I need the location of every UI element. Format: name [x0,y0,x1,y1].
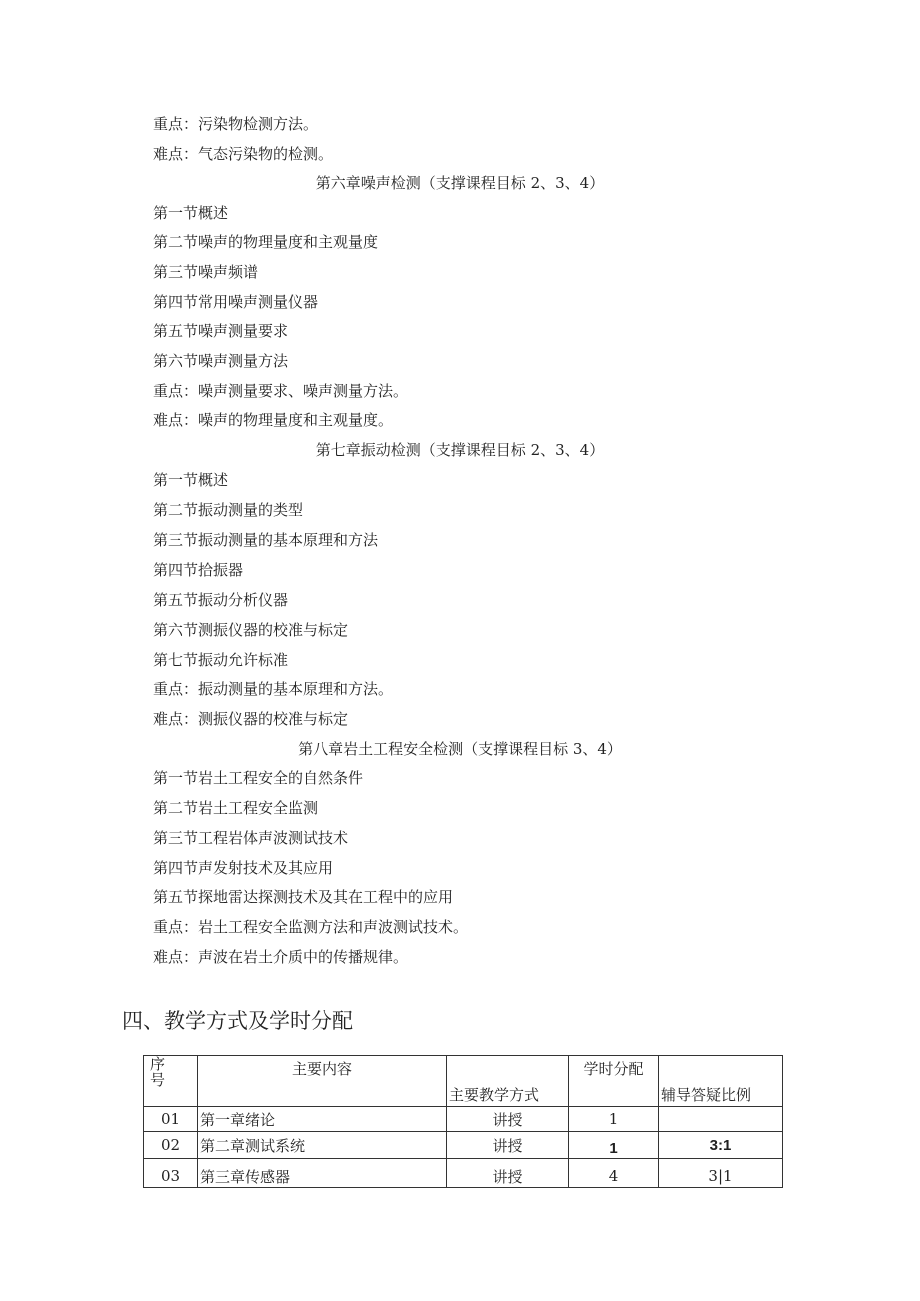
chapter-6-line: 第六节噪声测量方法 [153,352,289,370]
chapter-7-key-point: 重点：振动测量的基本原理和方法。 [153,680,394,698]
row-ratio: 3|1 [659,1159,783,1188]
row-ratio: 3:1 [659,1132,783,1159]
header-index: 序号 [144,1056,198,1107]
chapter-8-line: 第三节工程岩体声波测试技术 [153,829,349,847]
chapter-6-line: 第二节噪声的物理量度和主观量度 [153,233,379,251]
row-hours: 1 [569,1107,659,1132]
header-ratio: 辅导答疑比例 [659,1056,783,1107]
chapter-7-difficulty: 难点：测振仪器的校准与标定 [153,710,349,728]
chapter-7-line: 第三节振动测量的基本原理和方法 [153,531,379,549]
chapter-8-line: 第一节岩土工程安全的自然条件 [153,769,364,787]
row-index: 03 [144,1159,198,1188]
hours-allocation-table [143,1055,783,1188]
chapter-6-line: 第一节概述 [153,204,229,222]
table-header-row [144,1056,783,1107]
header-content: 主要内容 [198,1056,447,1107]
chapter-6-line: 第三节噪声频谱 [153,263,259,281]
chapter-7-line: 第六节测振仪器的校准与标定 [153,621,349,639]
table-row [144,1132,783,1159]
difficulty-line: 难点：气态污染物的检测。 [153,145,334,163]
chapter-7-title: 第七章振动检测（支撑课程目标 2、3、4） [315,441,605,459]
chapter-8-line: 第五节探地雷达探测技术及其在工程中的应用 [153,888,454,906]
header-hours: 学时分配 [569,1056,659,1107]
row-index: 02 [144,1132,198,1159]
row-index: 01 [144,1107,198,1132]
chapter-6-line: 第五节噪声测量要求 [153,322,289,340]
chapter-8-key-point: 重点：岩土工程安全监测方法和声波测试技术。 [153,918,469,936]
row-ratio [659,1107,783,1132]
row-content: 第三章传感器 [198,1159,447,1188]
chapter-8-title: 第八章岩土工程安全检测（支撑课程目标 3、4） [298,740,622,758]
chapter-8-difficulty: 难点：声波在岩土介质中的传播规律。 [153,948,409,966]
row-method: 讲授 [447,1159,569,1188]
row-method: 讲授 [447,1132,569,1159]
row-method: 讲授 [447,1107,569,1132]
row-content: 第一章绪论 [198,1107,447,1132]
table-row [144,1107,783,1132]
chapter-7-line: 第二节振动测量的类型 [153,501,304,519]
chapter-7-line: 第一节概述 [153,471,229,489]
chapter-7-line: 第七节振动允许标准 [153,651,289,669]
chapter-8-line: 第四节声发射技术及其应用 [153,859,334,877]
row-content: 第二章测试系统 [198,1132,447,1159]
chapter-6-difficulty: 难点：噪声的物理量度和主观量度。 [153,411,394,429]
header-method: 主要教学方式 [447,1056,569,1107]
row-hours: 1 [569,1132,659,1159]
chapter-8-line: 第二节岩土工程安全监测 [153,799,319,817]
table-row [144,1159,783,1188]
chapter-6-key-point: 重点：噪声测量要求、噪声测量方法。 [153,382,409,400]
chapter-7-line: 第四节拾振器 [153,561,244,579]
row-hours: 4 [569,1159,659,1188]
chapter-6-title: 第六章噪声检测（支撑课程目标 2、3、4） [315,174,605,192]
section-heading: 四、教学方式及学时分配 [122,1009,353,1033]
chapter-7-line: 第五节振动分析仪器 [153,591,289,609]
key-point-line: 重点：污染物检测方法。 [153,115,319,133]
chapter-6-line: 第四节常用噪声测量仪器 [153,293,319,311]
